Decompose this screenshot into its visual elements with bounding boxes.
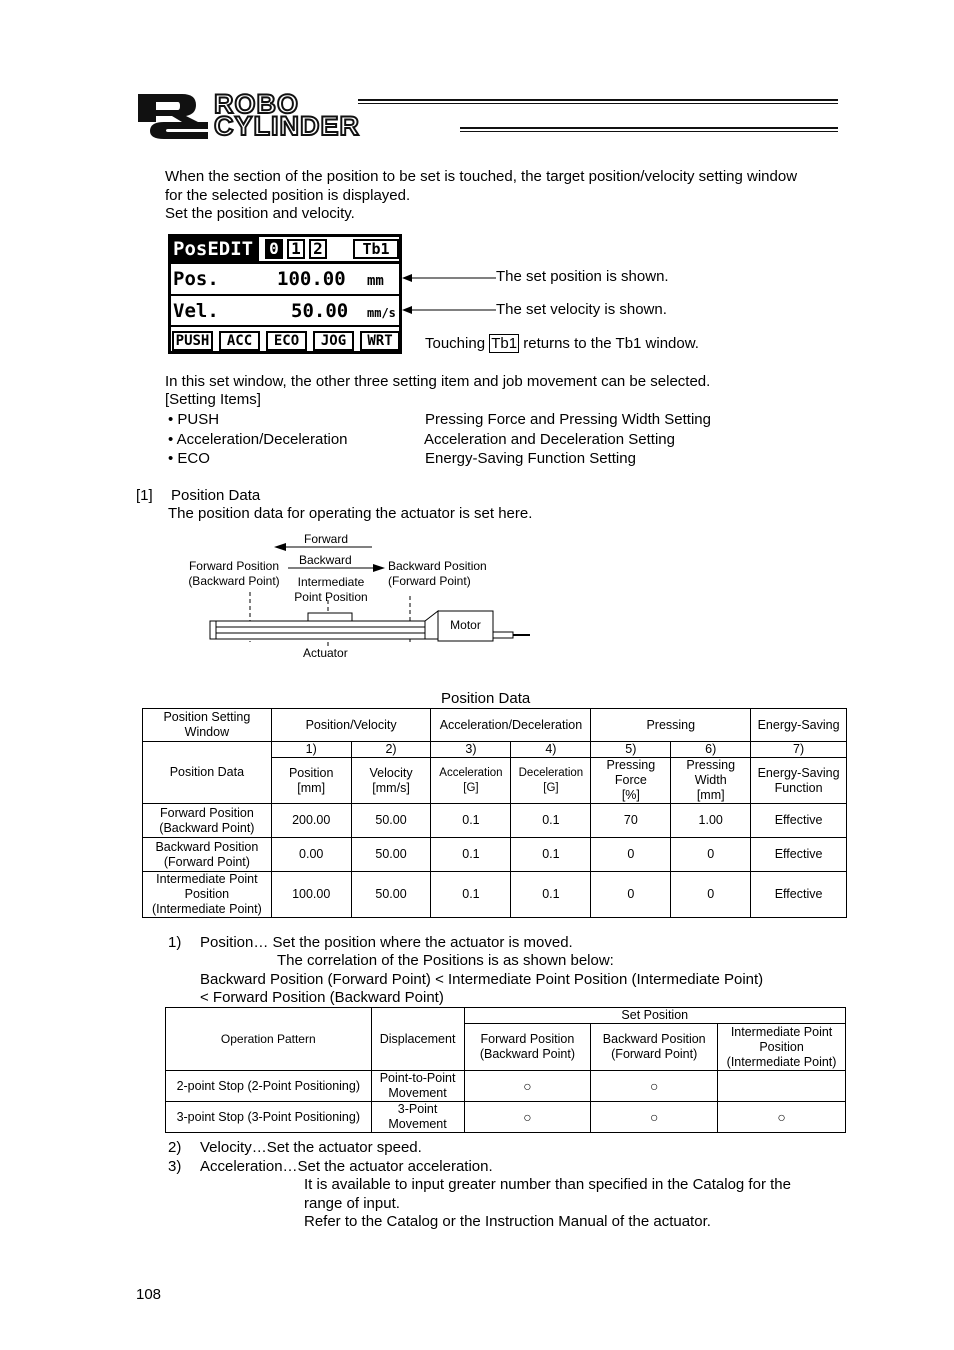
- eco-button[interactable]: ECO: [266, 331, 307, 351]
- logo-line1: ROBO: [214, 89, 299, 119]
- tb1-button[interactable]: Tb1: [353, 239, 399, 259]
- diagram-backward-position: Backward Position (Forward Point): [388, 559, 487, 588]
- setting-item-acc-desc: Acceleration and Deceleration Setting: [424, 431, 675, 448]
- diagram-forward-position: Forward Position (Backward Point): [188, 559, 280, 588]
- item3-note3: Refer to the Catalog or the Instruction Manual of the actuator.: [304, 1213, 711, 1230]
- cell: 0.1: [511, 872, 591, 918]
- header-rule-bottom: [460, 127, 838, 129]
- table-header-row: [143, 709, 847, 742]
- setting-heading: [Setting Items]: [165, 391, 261, 408]
- touch-screen: [168, 234, 402, 354]
- table-row: [166, 1071, 846, 1102]
- callout-tb1: [425, 335, 699, 353]
- mark-cell: ○: [464, 1102, 591, 1133]
- col-pressing-force: Pressing Force [%]: [591, 758, 671, 804]
- row-label: Intermediate Point Position (Intermediate Point): [143, 872, 272, 918]
- row-label: Forward Position (Backward Point): [143, 804, 272, 838]
- item3-text: Acceleration…Set the actuator acceleration.: [200, 1158, 493, 1175]
- cell: 0.1: [511, 804, 591, 838]
- cell: 50.00: [351, 804, 431, 838]
- cell: 70: [591, 804, 671, 838]
- callout-velocity: The set velocity is shown.: [496, 301, 667, 318]
- displacement-cell: 3-Point Movement: [371, 1102, 464, 1133]
- num-cell: 5): [591, 742, 671, 758]
- header-energy: Energy-Saving: [751, 709, 847, 742]
- diagram-intermediate: Intermediate Point Position: [294, 575, 368, 604]
- table-num-row: [143, 742, 847, 758]
- header-rule-bottom-2: [460, 131, 838, 132]
- col-pressing-width: Pressing Width [mm]: [671, 758, 751, 804]
- header-set-position: Set Position: [464, 1008, 845, 1024]
- callout-tb1-post: returns to the Tb1 window.: [523, 335, 699, 352]
- rc-logo-mark: [136, 92, 210, 140]
- page-number: 108: [136, 1286, 162, 1303]
- acc-button[interactable]: ACC: [219, 331, 260, 351]
- header-operation-pattern: Operation Pattern: [166, 1008, 372, 1071]
- position-table-caption: Position Data: [441, 690, 531, 707]
- callout-position: The set position is shown.: [496, 268, 669, 285]
- cell: 50.00: [351, 872, 431, 918]
- table-row: [166, 1102, 846, 1133]
- item2-number: 2): [168, 1139, 182, 1156]
- setting-item-push-desc: Pressing Force and Pressing Width Setting: [425, 411, 711, 428]
- table-row: [143, 838, 847, 872]
- cell: 0: [671, 838, 751, 872]
- cell: 0: [591, 838, 671, 872]
- position-unit: mm: [367, 273, 384, 289]
- cell: 0.00: [271, 838, 351, 872]
- section-number: [1]: [136, 487, 153, 504]
- num-cell: 1): [271, 742, 351, 758]
- screen-title: PosEDIT: [171, 237, 259, 261]
- cell: 200.00: [271, 804, 351, 838]
- velocity-label: Vel.: [173, 300, 219, 322]
- setting-item-eco: • ECO: [168, 450, 210, 467]
- col-acceleration: Acceleration [G]: [431, 758, 511, 804]
- mark-cell: [718, 1071, 846, 1102]
- header-rule-top-2: [358, 103, 838, 104]
- item1-line1: Position… Set the position where the actuator is moved.: [200, 934, 573, 951]
- digit-1-button[interactable]: 1: [287, 239, 305, 259]
- position-label: Pos.: [173, 268, 219, 290]
- diagram-forward-label: Forward: [304, 532, 349, 546]
- item1-number: 1): [168, 934, 182, 951]
- cell: 50.00: [351, 838, 431, 872]
- section-text: The position data for operating the actuator is set here.: [168, 505, 533, 522]
- cell: Effective: [751, 872, 847, 918]
- header-pressing: Pressing: [591, 709, 751, 742]
- item3-number: 3): [168, 1158, 182, 1175]
- cell: 0.1: [431, 838, 511, 872]
- position-data-table: [142, 708, 847, 918]
- item2-text: Velocity…Set the actuator speed.: [200, 1139, 422, 1156]
- pattern-cell: 3-point Stop (3-Point Positioning): [166, 1102, 372, 1133]
- item3-note2: range of input.: [304, 1195, 400, 1212]
- digit-2-button[interactable]: 2: [309, 239, 327, 259]
- mark-cell: ○: [718, 1102, 846, 1133]
- callout-tb1-pre: Touching: [425, 335, 486, 352]
- cell: 1.00: [671, 804, 751, 838]
- row-label: Backward Position (Forward Point): [143, 838, 272, 872]
- num-cell: 3): [431, 742, 511, 758]
- header-pos-vel: Position/Velocity: [271, 709, 431, 742]
- cell: 0.1: [511, 838, 591, 872]
- num-cell: 6): [671, 742, 751, 758]
- callout-arrows: [390, 268, 510, 328]
- item3-note1: It is available to input greater number than specified in the Catalog for the: [304, 1176, 791, 1193]
- header-forward-position: Forward Position (Backward Point): [464, 1024, 591, 1071]
- header-acc-dec: Acceleration/Deceleration: [431, 709, 591, 742]
- header-backward-position: Backward Position (Forward Point): [591, 1024, 718, 1071]
- intro-line1: When the section of the position to be set is touched, the target position/velocity setting window: [165, 168, 798, 185]
- diagram-motor-label: Motor: [450, 618, 481, 632]
- logo-line2: CYLINDER: [214, 111, 361, 141]
- setting-intro: In this set window, the other three setting item and job movement can be selected.: [165, 373, 711, 390]
- mark-cell: ○: [591, 1071, 718, 1102]
- velocity-unit: mm/s: [367, 306, 396, 320]
- setting-item-acc: • Acceleration/Deceleration: [168, 431, 348, 448]
- header-rule-top: [358, 99, 838, 101]
- table-row: [143, 804, 847, 838]
- col-deceleration: Deceleration [G]: [511, 758, 591, 804]
- cell: 0: [671, 872, 751, 918]
- num-cell: 4): [511, 742, 591, 758]
- position-data-label: Position Data: [143, 742, 272, 804]
- table-row: [143, 872, 847, 918]
- position-value[interactable]: 100.00: [277, 268, 346, 290]
- col-position: Position [mm]: [271, 758, 351, 804]
- cell: 100.00: [271, 872, 351, 918]
- pattern-cell: 2-point Stop (2-Point Positioning): [166, 1071, 372, 1102]
- col-velocity: Velocity [mm/s]: [351, 758, 431, 804]
- wrt-button[interactable]: WRT: [360, 331, 400, 351]
- col-energy-function: Energy-Saving Function: [751, 758, 847, 804]
- cell: 0.1: [431, 804, 511, 838]
- cell: Effective: [751, 804, 847, 838]
- diagram-backward-label: Backward: [299, 553, 352, 567]
- intro-line3: Set the position and velocity.: [165, 205, 355, 222]
- callout-tb1-key: Tb1: [491, 335, 518, 352]
- digit-0-button[interactable]: 0: [265, 239, 283, 259]
- section-title: Position Data: [171, 487, 261, 504]
- setting-item-push: • PUSH: [168, 411, 220, 428]
- header-displacement: Displacement: [371, 1008, 464, 1071]
- mark-cell: ○: [591, 1102, 718, 1133]
- jog-button[interactable]: JOG: [313, 331, 354, 351]
- cell: Effective: [751, 838, 847, 872]
- push-button[interactable]: PUSH: [172, 331, 213, 351]
- setting-item-eco-desc: Energy-Saving Function Setting: [425, 450, 636, 467]
- intro-line2: for the selected position is displayed.: [165, 187, 411, 204]
- mark-cell: ○: [464, 1071, 591, 1102]
- header-intermediate-position: Intermediate Point Position (Intermediate Point): [718, 1024, 846, 1071]
- item1-line4: < Forward Position (Backward Point): [200, 989, 444, 1006]
- operation-pattern-table: [165, 1007, 846, 1133]
- num-cell: 2): [351, 742, 431, 758]
- item1-line2: The correlation of the Positions is as shown below:: [277, 952, 614, 969]
- header-window: Position Setting Window: [143, 709, 272, 742]
- num-cell: 7): [751, 742, 847, 758]
- displacement-cell: Point-to-Point Movement: [371, 1071, 464, 1102]
- diagram-actuator-label: Actuator: [303, 646, 348, 660]
- velocity-value[interactable]: 50.00: [291, 300, 349, 322]
- item1-line3: Backward Position (Forward Point) < Intermediate Point Position (Intermediate Point): [200, 971, 764, 988]
- cell: 0: [591, 872, 671, 918]
- cell: 0.1: [431, 872, 511, 918]
